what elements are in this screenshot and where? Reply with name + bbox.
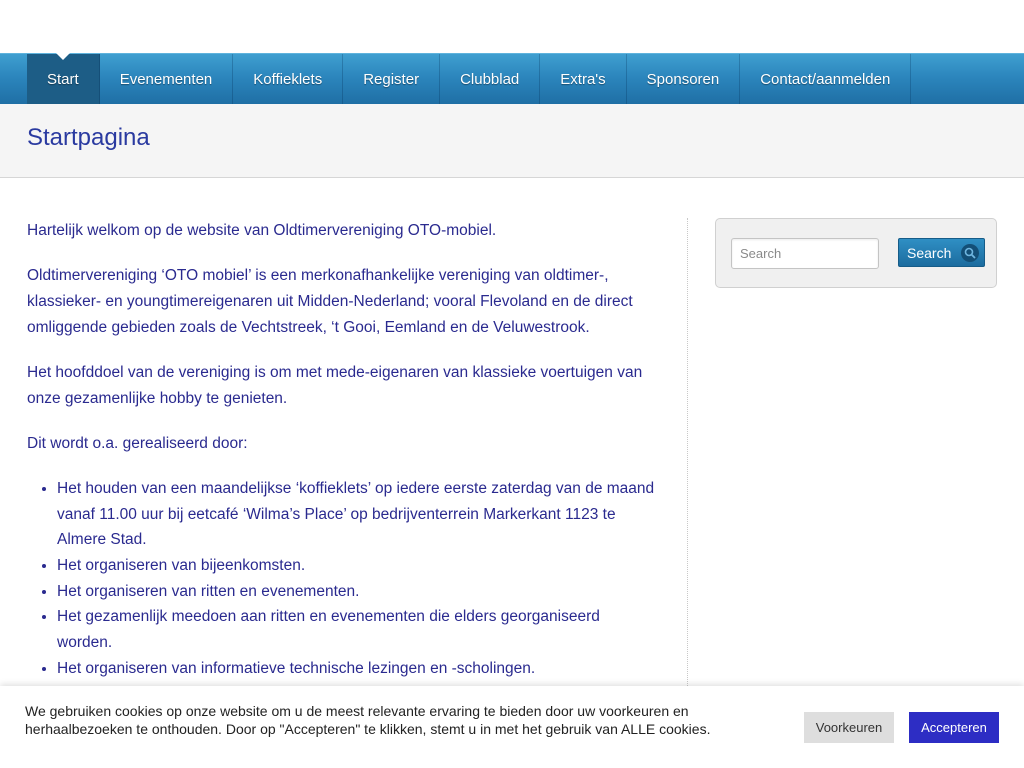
nav-item-extras[interactable]: Extra's (540, 54, 626, 104)
nav-item-sponsoren[interactable]: Sponsoren (627, 54, 741, 104)
intro-paragraph: Hartelijk welkom op de website van Oldtimervereniging OTO-mobiel. (27, 222, 497, 239)
search-widget (715, 218, 997, 288)
list-item: • Het organiseren van bijeenkomsten. (57, 553, 657, 579)
cookie-message: We gebruiken cookies op onze website om u de meest relevante ervaring te bieden door uw voorkeuren en herhaalbezoeken te onthouden. Door op "Accepteren" te klikken, stemt u in met het gebruik van ALLE cookies. (25, 703, 711, 737)
nav-item-clubblad[interactable]: Clubblad (440, 54, 540, 104)
search-button[interactable] (898, 238, 985, 267)
list-item: • Het houden van een maandelijkse ‘koffieklets’ op iedere eerste zaterdag van de maand vanaf 11.00 uur bij eetcafé ‘Wilma’s Place’ op bedrijventerrein Markerkant 1123 te Almere Stad. (57, 476, 657, 553)
nav-item-evenementen[interactable]: Evenementen (100, 54, 234, 104)
search-icon (961, 244, 979, 262)
nav-item-register[interactable]: Register (343, 54, 440, 104)
nav-item-contact-aanmelden[interactable]: Contact/aanmelden (740, 54, 911, 104)
top-header (0, 0, 1024, 53)
list-item: • Het organiseren van informatieve technische lezingen en -scholingen. (57, 656, 657, 682)
page-title-bar (0, 104, 1024, 178)
nav-item-koffieklets[interactable]: Koffieklets (233, 54, 343, 104)
cookie-banner (0, 686, 1024, 768)
main-content (27, 218, 688, 688)
list-item: • Het organiseren van ritten en evenementen. (57, 579, 657, 605)
activities-list (57, 476, 687, 682)
realised-by-paragraph: Dit wordt o.a. gerealiseerd door: (27, 434, 248, 452)
search-button-label: Search (907, 244, 952, 261)
cookie-preferences-button[interactable]: Voorkeuren (804, 712, 894, 743)
search-input[interactable] (731, 238, 879, 269)
nav-item-start[interactable]: Start (27, 54, 100, 104)
cookie-accept-button[interactable]: Accepteren (909, 712, 999, 743)
about-paragraph: Oldtimervereniging ‘OTO mobiel’ is een merkonafhankelijke vereniging van oldtimer-, klassieker- en youngtimereigenaren uit Midden-Nederland; vooral Flevoland en de direct omliggende gebieden zoals de Vechtstreek, ‘t Gooi, Eemland en de Veluwestrook. (27, 267, 633, 336)
main-navigation (0, 53, 1024, 104)
list-item: • Het gezamenlijk meedoen aan ritten en evenementen die elders georganiseerd worden. (57, 604, 657, 655)
goal-paragraph: Het hoofddoel van de vereniging is om met mede-eigenaren van klassieke voertuigen van onze gezamenlijke hobby te genieten. (27, 363, 643, 407)
page-title: Startpagina (27, 124, 150, 151)
